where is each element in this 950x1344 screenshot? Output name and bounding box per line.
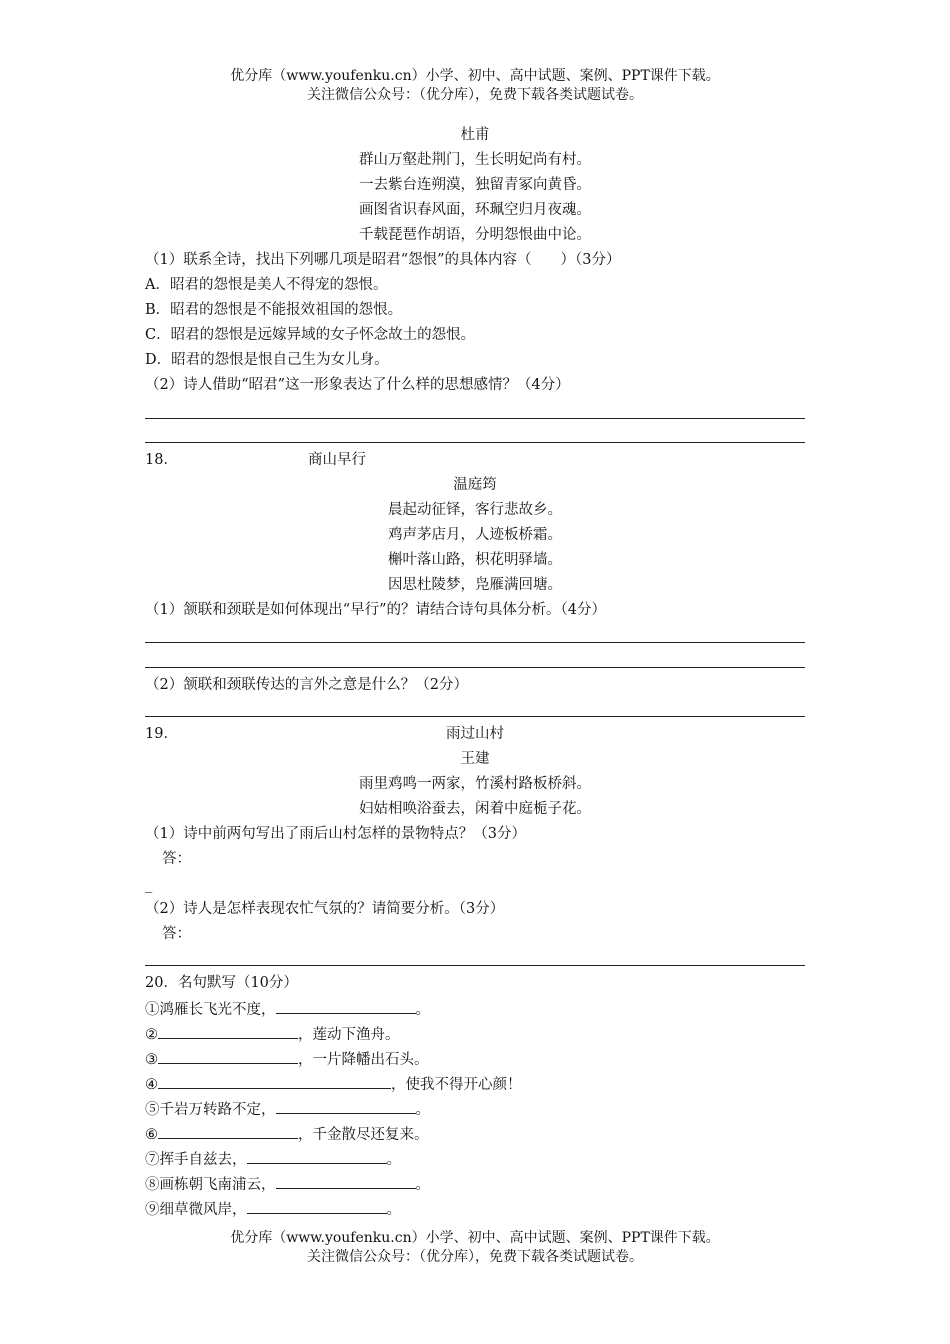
q18-answer-line-3 xyxy=(145,716,805,717)
q17-option-c: C．昭君的怨恨是远嫁异域的女子怀念故土的怨恨。 xyxy=(145,327,476,343)
q18-author: 温庭筠 xyxy=(453,477,497,493)
q20-item-9-blank xyxy=(247,1199,387,1214)
q20-item-1-pre: ①鸿雁长飞光不度， xyxy=(145,1002,276,1018)
q18-sub-question-1: （1）颔联和颈联是如何体现出“早行”的？请结合诗句具体分析。（4分） xyxy=(145,602,607,618)
q20-item-4-post: ，使我不得开心颜！ xyxy=(391,1077,522,1093)
q20-item-4-pre: ④ xyxy=(145,1077,158,1093)
q20-item-1-post: 。 xyxy=(415,1002,430,1018)
q18-number: 18． xyxy=(145,452,178,468)
q18-answer-line-2 xyxy=(145,667,805,668)
q20-item-7 xyxy=(145,1149,401,1169)
header-line-1: 优分库（www.youfenku.cn）小学、初中、高中试题、案例、PPT课件下载。 xyxy=(230,68,720,84)
q19-answer-label-2: 答： xyxy=(162,926,191,942)
q20-item-6-pre: ⑥ xyxy=(145,1127,158,1143)
header-line-2: 关注微信公众号：（优分库），免费下载各类试题试卷。 xyxy=(307,87,643,103)
q20-item-1 xyxy=(145,999,430,1019)
q20-item-7-pre: ⑦挥手自兹去， xyxy=(145,1152,247,1168)
q20-item-8-blank xyxy=(276,1174,416,1189)
q19-sub-question-2: （2）诗人是怎样表现农忙气氛的？请简要分析。（3分） xyxy=(145,901,505,917)
q17-sub-question-2: （2）诗人借助“昭君”这一形象表达了什么样的思想感情？（4分） xyxy=(145,377,570,393)
q20-item-2 xyxy=(145,1024,400,1044)
q18-poem-line-4: 因思杜陵梦，凫雁满回塘。 xyxy=(388,577,562,593)
q20-item-5-blank xyxy=(276,1099,416,1114)
q19-title: 雨过山村 xyxy=(446,726,504,742)
q20-item-6-post: ，千金散尽还复来。 xyxy=(298,1127,429,1143)
footer-line-2: 关注微信公众号：（优分库），免费下载各类试题试卷。 xyxy=(307,1249,643,1265)
q20-item-8-pre: ⑧画栋朝飞南浦云， xyxy=(145,1177,276,1193)
q17-poem-line-2: 一去紫台连朔漠，独留青冢向黄昏。 xyxy=(359,177,591,193)
q19-answer-line xyxy=(145,965,805,966)
q20-item-5 xyxy=(145,1099,430,1119)
q20-item-2-post: ，莲动下渔舟。 xyxy=(298,1027,400,1043)
q20-item-9 xyxy=(145,1199,401,1219)
q20-item-3-post: ，一片降幡出石头。 xyxy=(298,1052,429,1068)
q20-title: 20．名句默写（10分） xyxy=(145,975,298,991)
q17-option-b: B．昭君的怨恨是不能报效祖国的怨恨。 xyxy=(145,302,403,318)
q19-author: 王建 xyxy=(460,751,490,767)
q19-stray-mark: _ xyxy=(145,877,153,893)
q20-item-5-post: 。 xyxy=(415,1102,430,1118)
q20-item-5-pre: ⑤千岩万转路不定， xyxy=(145,1102,276,1118)
q17-poem-line-1: 群山万壑赴荆门，生长明妃尚有村。 xyxy=(359,152,591,168)
q20-item-9-pre: ⑨细草微风岸， xyxy=(145,1202,247,1218)
q20-item-3-blank xyxy=(158,1049,298,1064)
q19-answer-label-1: 答： xyxy=(162,851,191,867)
q20-item-4 xyxy=(145,1074,522,1094)
q20-item-1-blank xyxy=(276,999,416,1014)
q20-item-8-post: 。 xyxy=(415,1177,430,1193)
q20-item-6-blank xyxy=(158,1124,298,1139)
q18-poem-line-1: 晨起动征铎，客行悲故乡。 xyxy=(388,502,562,518)
q20-item-7-blank xyxy=(247,1149,387,1164)
q17-option-d: D．昭君的怨恨是恨自己生为女儿身。 xyxy=(145,352,389,368)
q20-item-7-post: 。 xyxy=(386,1152,401,1168)
footer-line-1: 优分库（www.youfenku.cn）小学、初中、高中试题、案例、PPT课件下载。 xyxy=(230,1230,720,1246)
q17-answer-line-1 xyxy=(145,418,805,419)
q17-sub-question-1: （1）联系全诗，找出下列哪几项是昭君“怨恨”的具体内容（ ）（3分） xyxy=(145,252,621,268)
q20-item-3 xyxy=(145,1049,429,1069)
q17-poem-line-4: 千载琵琶作胡语，分明怨恨曲中论。 xyxy=(359,227,591,243)
q20-item-9-post: 。 xyxy=(386,1202,401,1218)
q20-item-4-blank xyxy=(158,1074,391,1089)
q20-item-2-blank xyxy=(158,1024,298,1039)
q17-author: 杜甫 xyxy=(460,127,490,143)
q19-poem-line-2: 妇姑相唤浴蚕去，闲着中庭栀子花。 xyxy=(359,801,591,817)
q17-option-a: A．昭君的怨恨是美人不得宠的怨恨。 xyxy=(145,277,388,293)
q19-poem-line-1: 雨里鸡鸣一两家，竹溪村路板桥斜。 xyxy=(359,776,591,792)
q20-item-3-pre: ③ xyxy=(145,1052,158,1068)
q17-poem-line-3: 画图省识春风面，环珮空归月夜魂。 xyxy=(359,202,591,218)
q19-sub-question-1: （1）诗中前两句写出了雨后山村怎样的景物特点？（3分） xyxy=(145,826,526,842)
q18-poem-line-3: 槲叶落山路，枳花明驿墙。 xyxy=(388,552,562,568)
q20-item-2-pre: ② xyxy=(145,1027,158,1043)
q18-poem-line-2: 鸡声茅店月，人迹板桥霜。 xyxy=(388,527,562,543)
q19-number: 19． xyxy=(145,726,178,742)
q18-answer-line-1 xyxy=(145,642,805,643)
q18-sub-question-2: （2）颔联和颈联传达的言外之意是什么？（2分） xyxy=(145,677,468,693)
q17-answer-line-2 xyxy=(145,442,805,443)
q18-title: 商山早行 xyxy=(308,452,366,468)
q20-item-6 xyxy=(145,1124,429,1144)
q20-item-8 xyxy=(145,1174,430,1194)
